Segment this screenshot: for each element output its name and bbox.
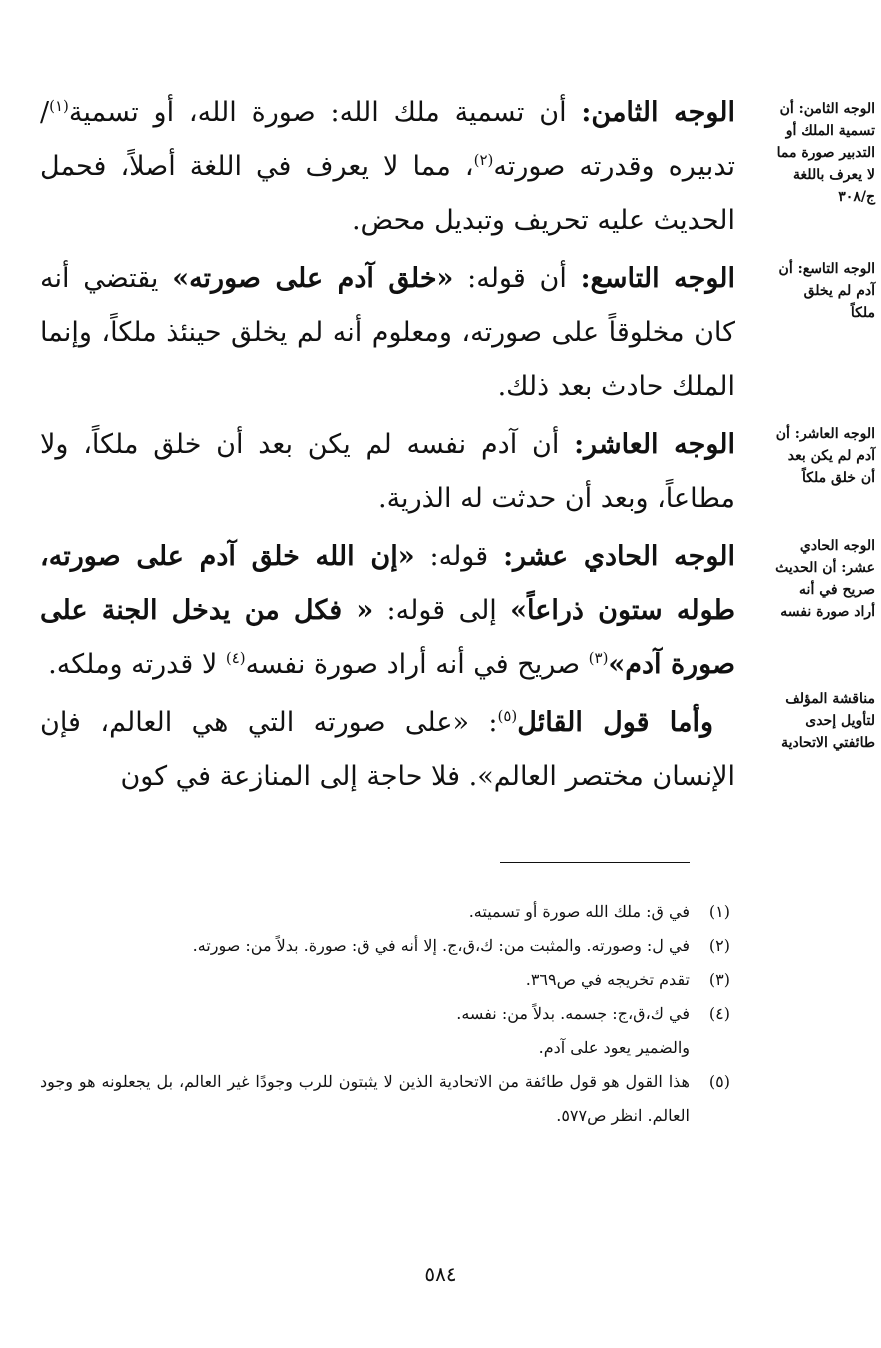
text-run: صريح في أنه أراد صورة نفسه — [245, 649, 589, 680]
paragraph-heading: الوجه الثامن: — [581, 97, 736, 128]
text-run: أن قوله: — [453, 263, 581, 294]
footnote — [40, 929, 730, 963]
paragraph-heading: الوجه الحادي عشر: — [503, 541, 736, 572]
footnote-number: (١) — [708, 902, 730, 921]
footnote — [40, 963, 730, 997]
footnote-number: (٤) — [708, 1004, 730, 1023]
footnote-text: في ق: ملك الله صورة أو تسميته. — [468, 902, 690, 921]
paragraph-speaker-statement — [40, 696, 735, 804]
footnote-ref[interactable]: (٤) — [225, 649, 246, 667]
page-number: ٥٨٤ — [424, 1262, 457, 1286]
paragraph-eleventh-aspect — [40, 530, 735, 692]
hadith-quote: « فكل من يدخل الجنة على صورة آدم» — [40, 595, 735, 680]
footnote — [40, 895, 730, 929]
text-run: ، مما لا يعرف في اللغة أصلاً، فحمل الحديث عليه تحريف وتبديل محض. — [40, 151, 735, 236]
text-run: : «على صورته التي هي العالم، فإن الإنسان مختصر العالم». فلا حاجة إلى المنازعة في كون — [40, 707, 735, 792]
margin-note-ninth: الوجه التاسع: أن آدم لم يخلق ملكاً — [778, 261, 875, 321]
paragraph-eighth-aspect — [40, 86, 735, 248]
footnote-number: (٢) — [708, 936, 730, 955]
footnote-text: هذا القول هو قول طائفة من الاتحادية الذين لا يثبتون للرب وجودًا غير العالم، بل يجعلونه هو وجود العالم. انظر ص٥٧٧. — [40, 1072, 690, 1125]
footnote-text: في ك،ق،ج: جسمه. بدلاً من: نفسه. — [456, 1004, 690, 1023]
footnotes — [40, 895, 730, 1133]
footnote — [40, 1065, 730, 1133]
footnote-text: في ل: وصورته. والمثبت من: ك،ق،ج. إلا أنه في ق: صورة. بدلاً من: صورته. — [192, 936, 690, 955]
text-run: يقتضي أنه كان مخلوقاً على صورته، ومعلوم أنه لم يخلق حينئذ ملكاً، وإنما الملك حادث بعد ذلك. — [40, 263, 735, 402]
text-run: قوله: — [414, 541, 504, 572]
text-run: أن آدم نفسه لم يكن بعد أن خلق ملكاً، ولا مطاعاً، وبعد أن حدثت له الذرية. — [40, 429, 735, 514]
footnote-ref[interactable]: (٣) — [588, 649, 609, 667]
paragraph-heading: الوجه التاسع: — [580, 263, 736, 294]
footnote-separator — [500, 862, 690, 863]
footnote-number: (٥) — [708, 1072, 730, 1091]
text-run: لا قدرته وملكه. — [48, 649, 226, 680]
footnote-ref[interactable]: (٥) — [497, 707, 518, 725]
margin-note-eighth: الوجه الثامن: أن تسمية الملك أو التدبير صورة مما لا يعرف باللغة ج/٣٠٨ — [776, 101, 875, 205]
hadith-quote: «خلق آدم على صورته» — [172, 263, 454, 294]
footnote-ref[interactable]: (١) — [49, 97, 69, 115]
paragraph-heading: الوجه العاشر: — [574, 429, 735, 460]
footnote — [40, 997, 730, 1031]
paragraph-heading: وأما قول القائل — [517, 707, 714, 738]
margin-note-tenth: الوجه العاشر: أن آدم لم يكن بعد أن خلق ملكاً — [775, 426, 875, 486]
margin-note-eleventh: الوجه الحادي عشر: أن الحديث صريح في أنه أراد صورة نفسه — [775, 538, 875, 620]
paragraph-tenth-aspect — [40, 418, 735, 526]
text-run: إلى قوله: — [373, 595, 511, 626]
hadith-quote: «إن الله خلق آدم على صورته، طوله ستون ذراعاً» — [40, 541, 735, 626]
main-text — [40, 86, 735, 808]
margin-note-author-discussion: مناقشة المؤلف لتأويل إحدى طائفتي الاتحادية — [781, 691, 875, 751]
text-run: / تدبيره وقدرته صورته — [40, 97, 736, 182]
footnote-number: (٣) — [708, 970, 730, 989]
footnote-ref[interactable]: (٢) — [473, 151, 494, 169]
text-run: أن تسمية ملك الله: صورة الله، أو تسمية — [68, 97, 582, 128]
paragraph-ninth-aspect — [40, 252, 735, 414]
footnote-continuation: والضمير يعود على آدم. — [538, 1038, 690, 1057]
footnote-text: تقدم تخريجه في ص٣٦٩. — [525, 970, 690, 989]
